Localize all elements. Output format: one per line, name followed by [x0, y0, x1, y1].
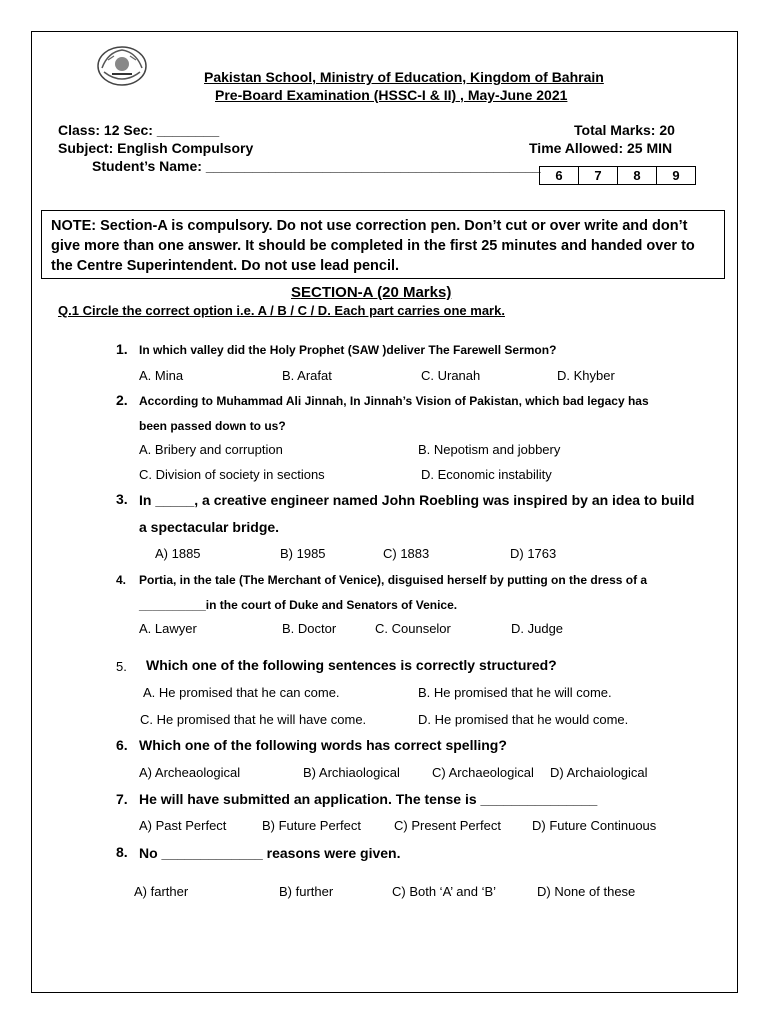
time-allowed: Time Allowed: 25 MIN: [529, 140, 673, 156]
option-c[interactable]: C) Archaeological: [432, 765, 534, 780]
option-a[interactable]: A. Bribery and corruption: [139, 442, 283, 457]
option-c[interactable]: C) Present Perfect: [394, 818, 501, 833]
option-d[interactable]: D. He promised that he would come.: [418, 712, 629, 727]
student-name: Student’s Name: ___________________________________________: [92, 158, 541, 174]
question-text: a spectacular bridge.: [139, 519, 280, 535]
question-number: 6.: [116, 737, 128, 753]
exam-title: Pre-Board Examination (HSSC-I & II) , May-June 2021: [215, 87, 568, 103]
note-box: NOTE: Section-A is compulsory. Do not use correction pen. Don’t cut or over write and don’t give more than one answer. It should be completed in the first 25 minutes and handed over to the Centre Superintendent. Do not use lead pencil.: [41, 210, 725, 279]
total-marks: Total Marks: 20: [574, 122, 675, 138]
option-b[interactable]: B. Doctor: [282, 621, 337, 636]
option-d[interactable]: D) Archaiological: [550, 765, 648, 780]
question-text: __________in the court of Duke and Senators of Venice.: [139, 598, 458, 612]
question-text: Portia, in the tale (The Merchant of Venice), disguised herself by putting on the dress of a: [139, 573, 648, 587]
question-text: No _____________ reasons were given.: [139, 845, 401, 861]
question-text: According to Muhammad Ali Jinnah, In Jinnah’s Vision of Pakistan, which bad legacy has: [139, 394, 649, 408]
roll-number-boxes: [539, 166, 696, 185]
question-text: Which one of the following words has correct spelling?: [139, 737, 507, 753]
roll-box: 7: [579, 167, 618, 184]
option-c[interactable]: C) 1883: [383, 546, 430, 561]
q1-instruction: Q.1 Circle the correct option i.e. A / B / C / D. Each part carries one mark.: [58, 303, 505, 318]
option-b[interactable]: B) 1985: [280, 546, 326, 561]
question-number: 2.: [116, 392, 128, 408]
ministry-emblem-logo: [94, 44, 150, 88]
option-c[interactable]: C. He promised that he will have come.: [140, 712, 367, 727]
roll-box: 8: [618, 167, 657, 184]
option-a[interactable]: A. He promised that he can come.: [143, 685, 340, 700]
option-d[interactable]: D) None of these: [537, 884, 636, 899]
option-c[interactable]: C. Counselor: [375, 621, 451, 636]
school-title: Pakistan School, Ministry of Education, Kingdom of Bahrain: [204, 69, 604, 85]
question-text: In _____, a creative engineer named John Roebling was inspired by an idea to build: [139, 492, 695, 508]
option-a[interactable]: A) Past Perfect: [139, 818, 227, 833]
option-c[interactable]: C. Uranah: [421, 368, 481, 383]
option-a[interactable]: A. Mina: [139, 368, 184, 383]
section-title: SECTION-A (20 Marks): [291, 284, 452, 301]
option-b[interactable]: B) Future Perfect: [262, 818, 361, 833]
option-d[interactable]: D. Khyber: [557, 368, 615, 383]
question-number: 5.: [116, 659, 127, 674]
option-d[interactable]: D. Economic instability: [421, 467, 552, 482]
roll-box: 9: [672, 168, 680, 183]
question-number: 7.: [116, 791, 128, 807]
question-number: 4.: [116, 573, 127, 587]
option-b[interactable]: B. Nepotism and jobbery: [418, 442, 561, 457]
subject: Subject: English Compulsory: [58, 140, 254, 156]
option-c[interactable]: C) Both ‘A’ and ‘B’: [392, 884, 497, 899]
question-text: He will have submitted an application. The tense is _______________: [139, 791, 598, 807]
question-number: 8.: [116, 844, 128, 860]
option-d[interactable]: D) 1763: [510, 546, 557, 561]
option-b[interactable]: B. Arafat: [282, 368, 332, 383]
question-text: been passed down to us?: [139, 419, 286, 433]
option-a[interactable]: A) 1885: [155, 546, 201, 561]
option-b[interactable]: B) further: [279, 884, 334, 899]
option-a[interactable]: A) Archeaological: [139, 765, 241, 780]
option-a[interactable]: A. Lawyer: [139, 621, 197, 636]
option-b[interactable]: B) Archiaological: [303, 765, 400, 780]
question-text: Which one of the following sentences is correctly structured?: [146, 657, 557, 673]
option-c[interactable]: C. Division of society in sections: [139, 467, 325, 482]
question-number: 1.: [116, 341, 128, 357]
class-sec: Class: 12 Sec: ________: [58, 122, 220, 138]
option-b[interactable]: B. He promised that he will come.: [418, 685, 612, 700]
question-text: In which valley did the Holy Prophet (SAW )deliver The Farewell Sermon?: [139, 343, 557, 357]
option-a[interactable]: A) farther: [134, 884, 189, 899]
roll-box: 6: [540, 167, 579, 184]
question-number: 3.: [116, 491, 128, 507]
option-d[interactable]: D. Judge: [511, 621, 564, 636]
option-d[interactable]: D) Future Continuous: [532, 818, 657, 833]
